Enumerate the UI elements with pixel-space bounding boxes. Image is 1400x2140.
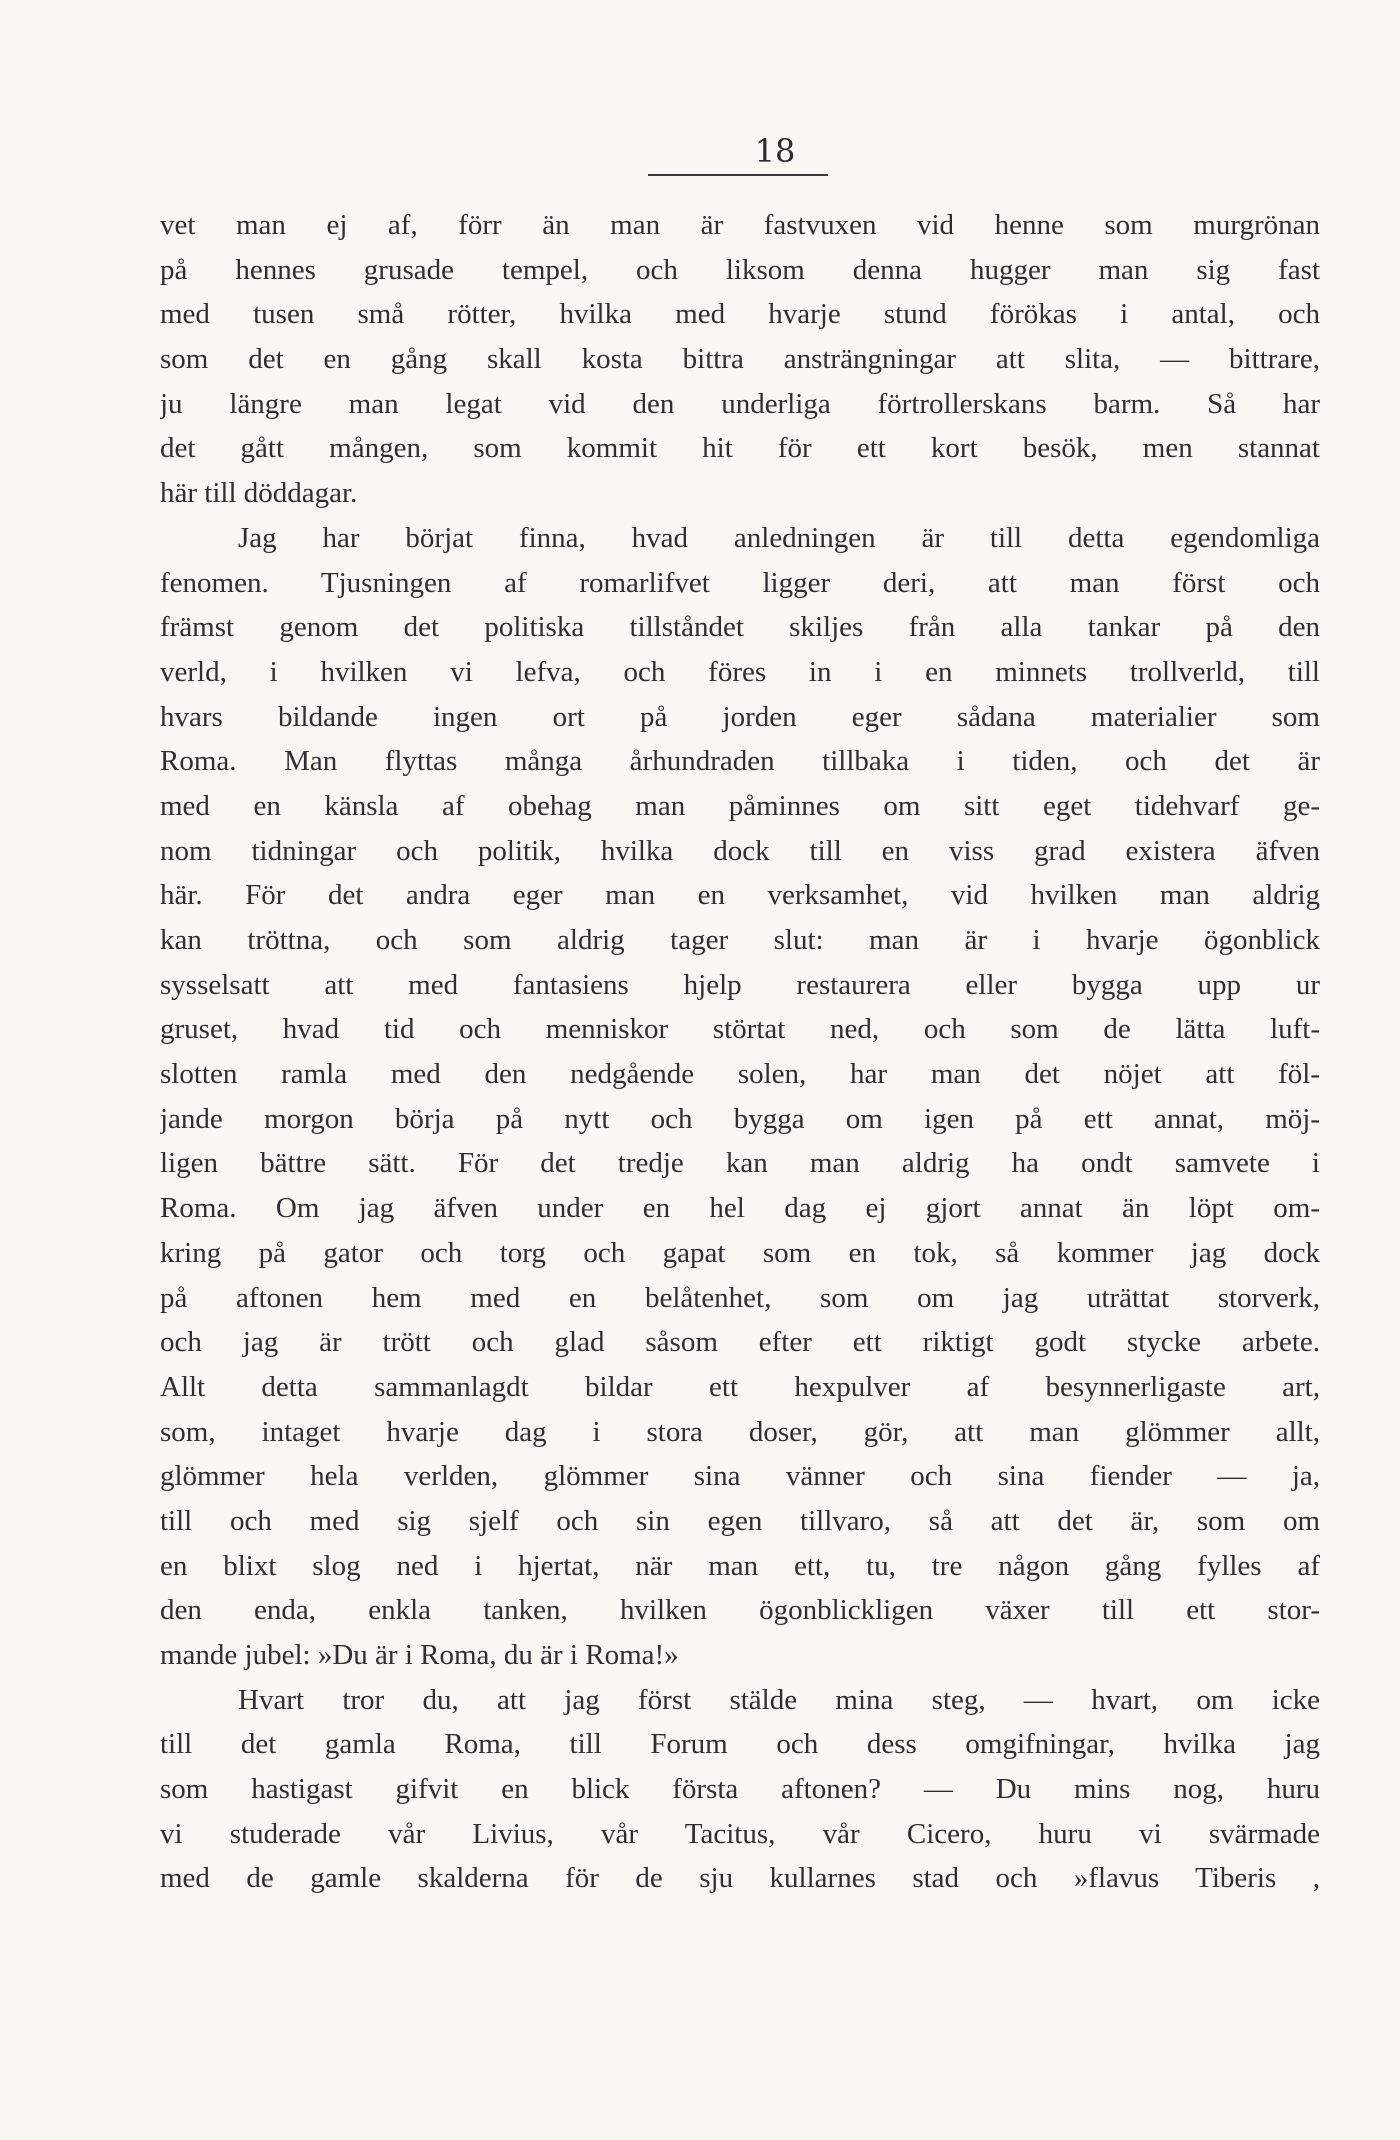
text-line: kan tröttna, och som aldrig tager slut: man är i hvarje ögonblick bbox=[160, 924, 1320, 956]
page-number-rule bbox=[648, 174, 828, 176]
text-line: ju längre man legat vid den underliga förtrollerskans barm. Så har bbox=[160, 387, 1320, 420]
text-line: som hastigast gifvit en blick första aftonen? — Du mins nog, huru bbox=[160, 1773, 1320, 1806]
text-line: Jag har börjat finna, hvad anledningen är till detta egendomliga bbox=[238, 521, 1320, 554]
text-line: på hennes grusade tempel, och liksom denna hugger man sig fast bbox=[160, 253, 1320, 286]
text-line: Allt detta sammanlagdt bildar ett hexpulver af besynnerligaste art, bbox=[160, 1370, 1320, 1403]
text-line: sysselsatt att med fantasiens hjelp restaurera eller bygga upp ur bbox=[160, 968, 1320, 1001]
text-line: vet man ej af, förr än man är fastvuxen vid henne som murgrönan bbox=[160, 209, 1320, 241]
text-line: vi studerade vår Livius, vår Tacitus, vår Cicero, huru vi svärmade bbox=[160, 1817, 1320, 1850]
text-line: till det gamla Roma, till Forum och dess omgifningar, hvilka jag bbox=[160, 1728, 1320, 1761]
text-line: på aftonen hem med en belåtenhet, som om jag uträttat storverk, bbox=[160, 1281, 1320, 1314]
text-line: här. För det andra eger man en verksamhet, vid hvilken man aldrig bbox=[160, 879, 1320, 912]
text-line: ligen bättre sätt. För det tredje kan man aldrig ha ondt samvete i bbox=[160, 1147, 1320, 1180]
text-line: Roma. Om jag äfven under en hel dag ej gjort annat än löpt om- bbox=[160, 1192, 1320, 1225]
text-line: Roma. Man flyttas många århundraden tillbaka i tiden, och det är bbox=[160, 745, 1320, 778]
text-line: nom tidningar och politik, hvilka dock till en viss grad existera äfven bbox=[160, 834, 1320, 867]
text-line: slotten ramla med den nedgående solen, har man det nöjet att föl- bbox=[160, 1058, 1320, 1091]
text-line: som det en gång skall kosta bittra ansträngningar att slita, — bittrare, bbox=[160, 343, 1320, 376]
page-number: 18 bbox=[754, 132, 796, 170]
text-line: gruset, hvad tid och menniskor störtat ned, och som de lätta luft- bbox=[160, 1013, 1320, 1046]
text-line: med en känsla af obehag man påminnes om sitt eget tidehvarf ge- bbox=[160, 789, 1320, 822]
text-line: med de gamle skalderna för de sju kullarnes stad och »flavus Tiberis , bbox=[160, 1862, 1320, 1895]
text-line: med tusen små rötter, hvilka med hvarje stund förökas i antal, och bbox=[160, 298, 1320, 331]
text-line: som, intaget hvarje dag i stora doser, gör, att man glömmer allt, bbox=[160, 1415, 1320, 1448]
text-line: främst genom det politiska tillståndet skiljes från alla tankar på den bbox=[160, 611, 1320, 644]
text-line: glömmer hela verlden, glömmer sina vänner och sina fiender — ja, bbox=[160, 1460, 1320, 1493]
text-line: verld, i hvilken vi lefva, och föres in i en minnets trollverld, till bbox=[160, 655, 1320, 688]
text-line: här till döddagar. bbox=[160, 477, 358, 510]
text-line: jande morgon börja på nytt och bygga om igen på ett annat, möj- bbox=[160, 1102, 1320, 1135]
text-line: hvars bildande ingen ort på jorden eger sådana materialier som bbox=[160, 700, 1320, 733]
body-text bbox=[160, 203, 1320, 1901]
text-line: och jag är trött och glad såsom efter ett riktigt godt stycke arbete. bbox=[160, 1326, 1320, 1359]
text-line: det gått mången, som kommit hit för ett kort besök, men stannat bbox=[160, 432, 1320, 465]
text-line: till och med sig sjelf och sin egen tillvaro, så att det är, som om bbox=[160, 1504, 1320, 1537]
text-line: mande jubel: »Du är i Roma, du är i Roma!» bbox=[160, 1639, 679, 1671]
text-line: Hvart tror du, att jag först stälde mina steg, — hvart, om icke bbox=[238, 1683, 1320, 1716]
text-line: den enda, enkla tanken, hvilken ögonblickligen växer till ett stor- bbox=[160, 1594, 1320, 1627]
text-line: en blixt slog ned i hjertat, när man ett, tu, tre någon gång fylles af bbox=[160, 1549, 1320, 1582]
text-line: fenomen. Tjusningen af romarlifvet ligger deri, att man först och bbox=[160, 566, 1320, 599]
text-line: kring på gator och torg och gapat som en tok, så kommer jag dock bbox=[160, 1236, 1320, 1269]
